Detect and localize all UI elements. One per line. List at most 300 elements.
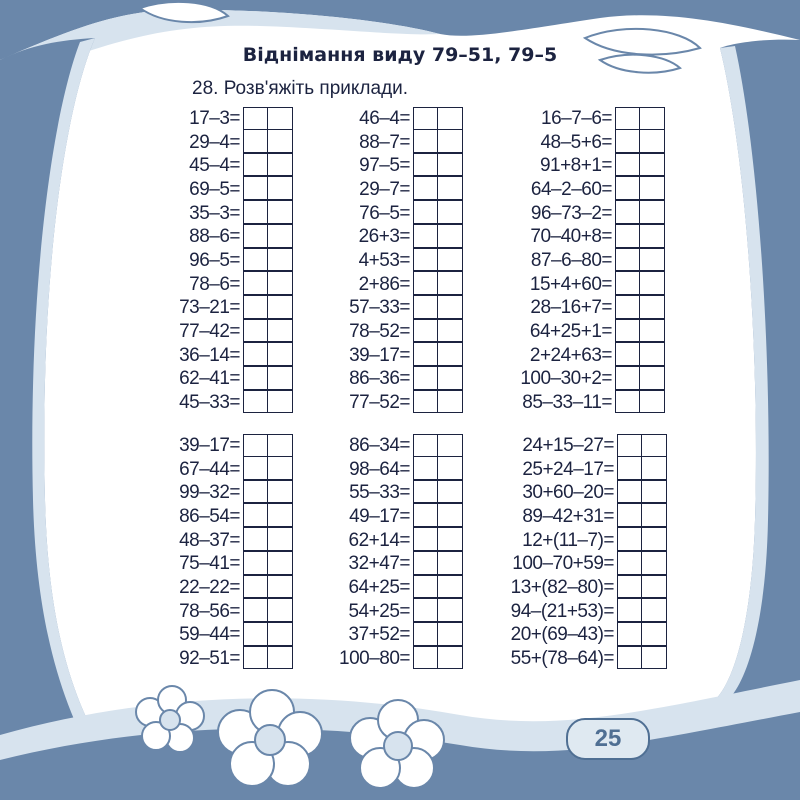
exercise-expression: 49–17=	[349, 505, 410, 527]
exercise-row	[130, 647, 300, 671]
exercise-expression: 59–44=	[179, 624, 240, 646]
answer-ones-cell[interactable]	[641, 456, 667, 480]
exercise-row	[440, 600, 672, 624]
exercise-expression: 91+8+1=	[539, 155, 612, 177]
exercise-row	[300, 297, 470, 321]
exercise-row	[470, 344, 670, 368]
exercise-expression: 35–3=	[189, 202, 240, 224]
exercise-row	[300, 344, 470, 368]
answer-tens-cell[interactable]	[615, 153, 641, 177]
exercise-row	[440, 434, 672, 458]
exercise-expression: 24+15–27=	[522, 434, 614, 456]
exercise-row	[470, 297, 670, 321]
answer-tens-cell[interactable]	[243, 390, 269, 414]
answer-tens-cell[interactable]	[243, 622, 269, 646]
answer-ones-cell[interactable]	[267, 456, 293, 480]
answer-tens-cell[interactable]	[615, 224, 641, 248]
answer-tens-cell[interactable]	[243, 575, 269, 599]
exercise-row	[440, 624, 672, 648]
answer-ones-cell[interactable]	[267, 503, 293, 527]
answer-ones-cell[interactable]	[267, 598, 293, 622]
exercise-expression: 73–21=	[179, 297, 240, 319]
exercise-row	[470, 368, 670, 392]
answer-ones-cell[interactable]	[267, 390, 293, 414]
answer-ones-cell[interactable]	[267, 551, 293, 575]
answer-ones-cell[interactable]	[641, 598, 667, 622]
exercise-row	[300, 178, 470, 202]
answer-tens-cell[interactable]	[615, 366, 641, 390]
answer-ones-cell[interactable]	[437, 153, 463, 177]
answer-tens-cell[interactable]	[615, 129, 641, 153]
answer-tens-cell[interactable]	[243, 129, 269, 153]
answer-ones-cell[interactable]	[437, 319, 463, 343]
exercise-row	[300, 368, 470, 392]
exercise-expression: 69–5=	[189, 178, 240, 200]
page-title: Віднімання виду 79–51, 79–5	[242, 44, 558, 66]
answer-ones-cell[interactable]	[639, 271, 665, 295]
answer-boxes	[413, 202, 463, 224]
exercise-row	[300, 202, 470, 226]
answer-boxes	[243, 225, 293, 247]
exercise-row	[130, 320, 300, 344]
exercise-expression: 96–73–2=	[530, 202, 612, 224]
answer-ones-cell[interactable]	[267, 224, 293, 248]
answer-boxes	[243, 202, 293, 224]
exercise-expression: 92–51=	[179, 648, 240, 670]
answer-ones-cell[interactable]	[437, 248, 463, 272]
answer-ones-cell[interactable]	[437, 390, 463, 414]
exercise-expression: 37+52=	[348, 624, 410, 646]
answer-boxes	[243, 391, 293, 413]
answer-tens-cell[interactable]	[243, 319, 269, 343]
answer-boxes	[243, 154, 293, 176]
exercise-expression: 75–41=	[179, 553, 240, 575]
exercise-row	[440, 505, 672, 529]
exercise-expression: 100–30+2=	[520, 368, 612, 390]
exercise-row	[130, 481, 300, 505]
exercise-row	[470, 202, 670, 226]
answer-tens-cell[interactable]	[617, 456, 643, 480]
exercise-row	[440, 552, 672, 576]
answer-ones-cell[interactable]	[267, 342, 293, 366]
exercise-row	[300, 131, 470, 155]
answer-tens-cell[interactable]	[243, 248, 269, 272]
answer-ones-cell[interactable]	[267, 366, 293, 390]
answer-ones-cell[interactable]	[437, 366, 463, 390]
answer-ones-cell[interactable]	[639, 224, 665, 248]
exercise-expression: 15+4+60=	[529, 273, 612, 295]
answer-boxes	[617, 600, 667, 622]
answer-boxes	[617, 434, 667, 458]
exercise-expression: 26+3=	[358, 226, 410, 248]
answer-ones-cell[interactable]	[267, 295, 293, 319]
exercise-expression: 64+25+1=	[529, 321, 612, 343]
answer-tens-cell[interactable]	[617, 503, 643, 527]
answer-ones-cell[interactable]	[641, 480, 667, 504]
answer-boxes	[615, 273, 665, 295]
exercise-expression: 55–33=	[349, 482, 410, 504]
exercise-expression: 39–17=	[179, 434, 240, 456]
answer-ones-cell[interactable]	[267, 176, 293, 200]
answer-ones-cell[interactable]	[267, 480, 293, 504]
answer-tens-cell[interactable]	[413, 646, 439, 670]
answer-tens-cell[interactable]	[615, 200, 641, 224]
answer-tens-cell[interactable]	[243, 295, 269, 319]
exercise-expression: 96–5=	[189, 249, 240, 271]
exercise-expression: 32+47=	[348, 553, 410, 575]
answer-ones-cell[interactable]	[641, 434, 667, 458]
exercise-expression: 77–52=	[349, 392, 410, 414]
answer-boxes	[617, 529, 667, 551]
answer-ones-cell[interactable]	[267, 200, 293, 224]
answer-boxes	[615, 297, 665, 319]
bottom-column-3	[440, 434, 672, 671]
answer-tens-cell[interactable]	[413, 551, 439, 575]
answer-tens-cell[interactable]	[617, 527, 643, 551]
exercise-expression: 36–14=	[179, 344, 240, 366]
answer-tens-cell[interactable]	[243, 646, 269, 670]
answer-tens-cell[interactable]	[243, 434, 269, 458]
answer-boxes	[243, 600, 293, 622]
answer-boxes	[617, 576, 667, 598]
answer-tens-cell[interactable]	[413, 480, 439, 504]
answer-tens-cell[interactable]	[413, 527, 439, 551]
answer-tens-cell[interactable]	[615, 271, 641, 295]
answer-ones-cell[interactable]	[437, 200, 463, 224]
answer-boxes	[243, 481, 293, 503]
answer-boxes	[413, 391, 463, 413]
exercise-row	[130, 391, 300, 415]
answer-boxes	[243, 131, 293, 153]
answer-boxes	[413, 368, 463, 390]
answer-ones-cell[interactable]	[437, 224, 463, 248]
answer-boxes	[413, 178, 463, 200]
exercise-expression: 64–2–60=	[530, 178, 612, 200]
exercise-row	[130, 344, 300, 368]
answer-tens-cell[interactable]	[617, 598, 643, 622]
answer-tens-cell[interactable]	[413, 248, 439, 272]
exercise-expression: 25+24–17=	[522, 458, 614, 480]
answer-tens-cell[interactable]	[243, 176, 269, 200]
answer-ones-cell[interactable]	[641, 622, 667, 646]
exercise-row	[130, 458, 300, 482]
answer-tens-cell[interactable]	[243, 456, 269, 480]
exercise-expression: 45–33=	[179, 392, 240, 414]
answer-ones-cell[interactable]	[641, 551, 667, 575]
exercise-expression: 88–7=	[359, 131, 410, 153]
exercise-row	[300, 273, 470, 297]
exercise-row	[130, 529, 300, 553]
answer-tens-cell[interactable]	[617, 480, 643, 504]
answer-ones-cell[interactable]	[641, 575, 667, 599]
answer-tens-cell[interactable]	[615, 319, 641, 343]
answer-boxes	[243, 320, 293, 342]
answer-tens-cell[interactable]	[413, 107, 439, 131]
exercise-expression: 48–5+6=	[540, 131, 612, 153]
answer-boxes	[243, 647, 293, 669]
answer-ones-cell[interactable]	[639, 107, 665, 131]
answer-ones-cell[interactable]	[639, 176, 665, 200]
exercise-expression: 87–6–80=	[530, 249, 612, 271]
answer-tens-cell[interactable]	[413, 390, 439, 414]
answer-ones-cell[interactable]	[267, 248, 293, 272]
answer-boxes	[615, 344, 665, 366]
answer-tens-cell[interactable]	[413, 295, 439, 319]
answer-ones-cell[interactable]	[641, 646, 667, 670]
answer-boxes	[615, 202, 665, 224]
exercise-row	[130, 552, 300, 576]
exercise-row	[300, 320, 470, 344]
answer-tens-cell[interactable]	[413, 575, 439, 599]
exercise-expression: 70–40+8=	[530, 226, 612, 248]
answer-ones-cell[interactable]	[639, 319, 665, 343]
exercise-expression: 28–16+7=	[530, 297, 612, 319]
answer-ones-cell[interactable]	[267, 434, 293, 458]
exercise-expression: 29–4=	[189, 131, 240, 153]
exercise-row	[470, 225, 670, 249]
answer-boxes	[615, 320, 665, 342]
answer-ones-cell[interactable]	[267, 622, 293, 646]
answer-tens-cell[interactable]	[413, 622, 439, 646]
exercise-expression: 20+(69–43)=	[510, 624, 614, 646]
top-column-1	[130, 107, 300, 415]
exercise-row	[440, 458, 672, 482]
answer-boxes	[243, 458, 293, 480]
answer-ones-cell[interactable]	[639, 153, 665, 177]
answer-tens-cell[interactable]	[243, 480, 269, 504]
answer-boxes	[243, 624, 293, 646]
answer-boxes	[617, 624, 667, 646]
answer-tens-cell[interactable]	[615, 248, 641, 272]
exercise-expression: 78–52=	[349, 321, 410, 343]
exercise-expression: 64+25=	[348, 576, 410, 598]
answer-ones-cell[interactable]	[639, 366, 665, 390]
answer-boxes	[615, 107, 665, 131]
exercise-expression: 46–4=	[359, 107, 410, 129]
answer-boxes	[413, 249, 463, 271]
answer-tens-cell[interactable]	[617, 646, 643, 670]
answer-tens-cell[interactable]	[615, 390, 641, 414]
exercise-expression: 78–6=	[189, 273, 240, 295]
answer-boxes	[243, 576, 293, 598]
answer-tens-cell[interactable]	[617, 622, 643, 646]
answer-boxes	[615, 249, 665, 271]
answer-boxes	[413, 297, 463, 319]
exercise-expression: 62+14=	[348, 529, 410, 551]
answer-tens-cell[interactable]	[617, 551, 643, 575]
exercise-expression: 57–33=	[349, 297, 410, 319]
exercise-expression: 100–80=	[339, 648, 410, 670]
answer-ones-cell[interactable]	[639, 295, 665, 319]
exercise-expression: 22–22=	[179, 576, 240, 598]
exercise-row	[130, 154, 300, 178]
answer-boxes	[243, 297, 293, 319]
answer-boxes	[615, 225, 665, 247]
exercise-expression: 62–41=	[179, 368, 240, 390]
answer-boxes	[243, 529, 293, 551]
answer-ones-cell[interactable]	[267, 271, 293, 295]
exercise-expression: 17–3=	[189, 107, 240, 129]
exercise-row	[470, 391, 670, 415]
answer-boxes	[617, 552, 667, 574]
answer-ones-cell[interactable]	[267, 646, 293, 670]
exercise-expression: 45–4=	[189, 155, 240, 177]
answer-tens-cell[interactable]	[243, 598, 269, 622]
answer-tens-cell[interactable]	[243, 551, 269, 575]
answer-tens-cell[interactable]	[615, 295, 641, 319]
answer-tens-cell[interactable]	[243, 153, 269, 177]
exercise-row	[130, 249, 300, 273]
answer-ones-cell[interactable]	[437, 271, 463, 295]
exercise-row	[130, 600, 300, 624]
answer-ones-cell[interactable]	[267, 319, 293, 343]
answer-tens-cell[interactable]	[243, 503, 269, 527]
answer-tens-cell[interactable]	[243, 107, 269, 131]
exercise-expression: 77–42=	[179, 321, 240, 343]
answer-tens-cell[interactable]	[413, 224, 439, 248]
top-column-3	[470, 107, 670, 415]
exercise-expression: 2+86=	[358, 273, 410, 295]
task-instruction: 28. Розв'яжіть приклади.	[192, 78, 409, 99]
answer-boxes	[615, 368, 665, 390]
answer-boxes	[243, 273, 293, 295]
exercise-row	[470, 178, 670, 202]
answer-boxes	[617, 481, 667, 503]
answer-boxes	[243, 178, 293, 200]
exercise-row	[130, 225, 300, 249]
answer-tens-cell[interactable]	[617, 575, 643, 599]
answer-boxes	[243, 368, 293, 390]
exercise-expression: 94–(21+53)=	[510, 600, 614, 622]
answer-tens-cell[interactable]	[413, 319, 439, 343]
answer-tens-cell[interactable]	[413, 200, 439, 224]
exercise-row	[470, 320, 670, 344]
answer-ones-cell[interactable]	[267, 129, 293, 153]
answer-tens-cell[interactable]	[413, 153, 439, 177]
answer-tens-cell[interactable]	[243, 200, 269, 224]
answer-tens-cell[interactable]	[617, 434, 643, 458]
exercise-expression: 98–64=	[349, 458, 410, 480]
answer-ones-cell[interactable]	[437, 342, 463, 366]
answer-ones-cell[interactable]	[641, 503, 667, 527]
exercise-row	[130, 297, 300, 321]
answer-ones-cell[interactable]	[639, 129, 665, 153]
exercise-row	[130, 434, 300, 458]
answer-boxes	[615, 178, 665, 200]
answer-ones-cell[interactable]	[437, 295, 463, 319]
answer-ones-cell[interactable]	[639, 200, 665, 224]
exercise-expression: 89–42+31=	[522, 505, 614, 527]
answer-tens-cell[interactable]	[243, 366, 269, 390]
answer-tens-cell[interactable]	[243, 342, 269, 366]
answer-ones-cell[interactable]	[437, 176, 463, 200]
exercise-expression: 86–36=	[349, 368, 410, 390]
answer-boxes	[617, 505, 667, 527]
exercise-expression: 12+(11–7)=	[522, 529, 614, 551]
exercise-expression: 39–17=	[349, 344, 410, 366]
exercise-row	[300, 391, 470, 415]
answer-boxes	[413, 344, 463, 366]
answer-ones-cell[interactable]	[267, 107, 293, 131]
answer-tens-cell[interactable]	[243, 271, 269, 295]
exercise-expression: 55+(78–64)=	[510, 648, 614, 670]
top-column-2	[300, 107, 470, 415]
exercise-expression: 54+25=	[348, 600, 410, 622]
answer-ones-cell[interactable]	[267, 527, 293, 551]
answer-tens-cell[interactable]	[615, 107, 641, 131]
exercise-expression: 99–32=	[179, 482, 240, 504]
exercise-row	[130, 178, 300, 202]
exercise-row	[470, 107, 670, 131]
exercise-expression: 29–7=	[359, 178, 410, 200]
exercise-expression: 100–70+59=	[512, 553, 614, 575]
answer-tens-cell[interactable]	[413, 129, 439, 153]
exercise-row	[470, 273, 670, 297]
answer-tens-cell[interactable]	[413, 176, 439, 200]
answer-boxes	[413, 154, 463, 176]
answer-ones-cell[interactable]	[639, 248, 665, 272]
exercise-expression: 2+24+63=	[529, 344, 612, 366]
exercise-row	[440, 576, 672, 600]
answer-ones-cell[interactable]	[639, 390, 665, 414]
exercise-row	[470, 249, 670, 273]
answer-boxes	[615, 154, 665, 176]
answer-tens-cell[interactable]	[615, 342, 641, 366]
answer-boxes	[615, 391, 665, 413]
exercise-row	[130, 505, 300, 529]
exercise-row	[470, 154, 670, 178]
answer-ones-cell[interactable]	[641, 527, 667, 551]
exercise-row	[130, 107, 300, 131]
exercise-row	[300, 154, 470, 178]
answer-boxes	[413, 225, 463, 247]
answer-tens-cell[interactable]	[413, 366, 439, 390]
answer-boxes	[243, 249, 293, 271]
exercise-row	[130, 202, 300, 226]
answer-tens-cell[interactable]	[615, 176, 641, 200]
exercise-expression: 48–37=	[179, 529, 240, 551]
answer-tens-cell[interactable]	[243, 527, 269, 551]
exercise-expression: 4+53=	[358, 249, 410, 271]
exercise-expression: 86–34=	[349, 434, 410, 456]
answer-ones-cell[interactable]	[267, 575, 293, 599]
answer-boxes	[243, 434, 293, 458]
answer-boxes	[413, 107, 463, 131]
answer-tens-cell[interactable]	[243, 224, 269, 248]
answer-tens-cell[interactable]	[413, 434, 439, 458]
answer-ones-cell[interactable]	[437, 129, 463, 153]
answer-ones-cell[interactable]	[267, 153, 293, 177]
exercise-row	[130, 576, 300, 600]
exercise-row	[130, 131, 300, 155]
answer-ones-cell[interactable]	[437, 107, 463, 131]
answer-tens-cell[interactable]	[413, 456, 439, 480]
answer-boxes	[243, 107, 293, 131]
answer-ones-cell[interactable]	[639, 342, 665, 366]
answer-boxes	[617, 647, 667, 669]
exercise-expression: 78–56=	[179, 600, 240, 622]
exercise-expression: 97–5=	[359, 155, 410, 177]
answer-tens-cell[interactable]	[413, 271, 439, 295]
exercise-row	[440, 529, 672, 553]
exercise-expression: 85–33–11=	[522, 392, 612, 414]
answer-boxes	[243, 505, 293, 527]
answer-boxes	[413, 131, 463, 153]
answer-tens-cell[interactable]	[413, 598, 439, 622]
page-number: 25	[566, 718, 650, 760]
answer-tens-cell[interactable]	[413, 503, 439, 527]
answer-tens-cell[interactable]	[413, 342, 439, 366]
